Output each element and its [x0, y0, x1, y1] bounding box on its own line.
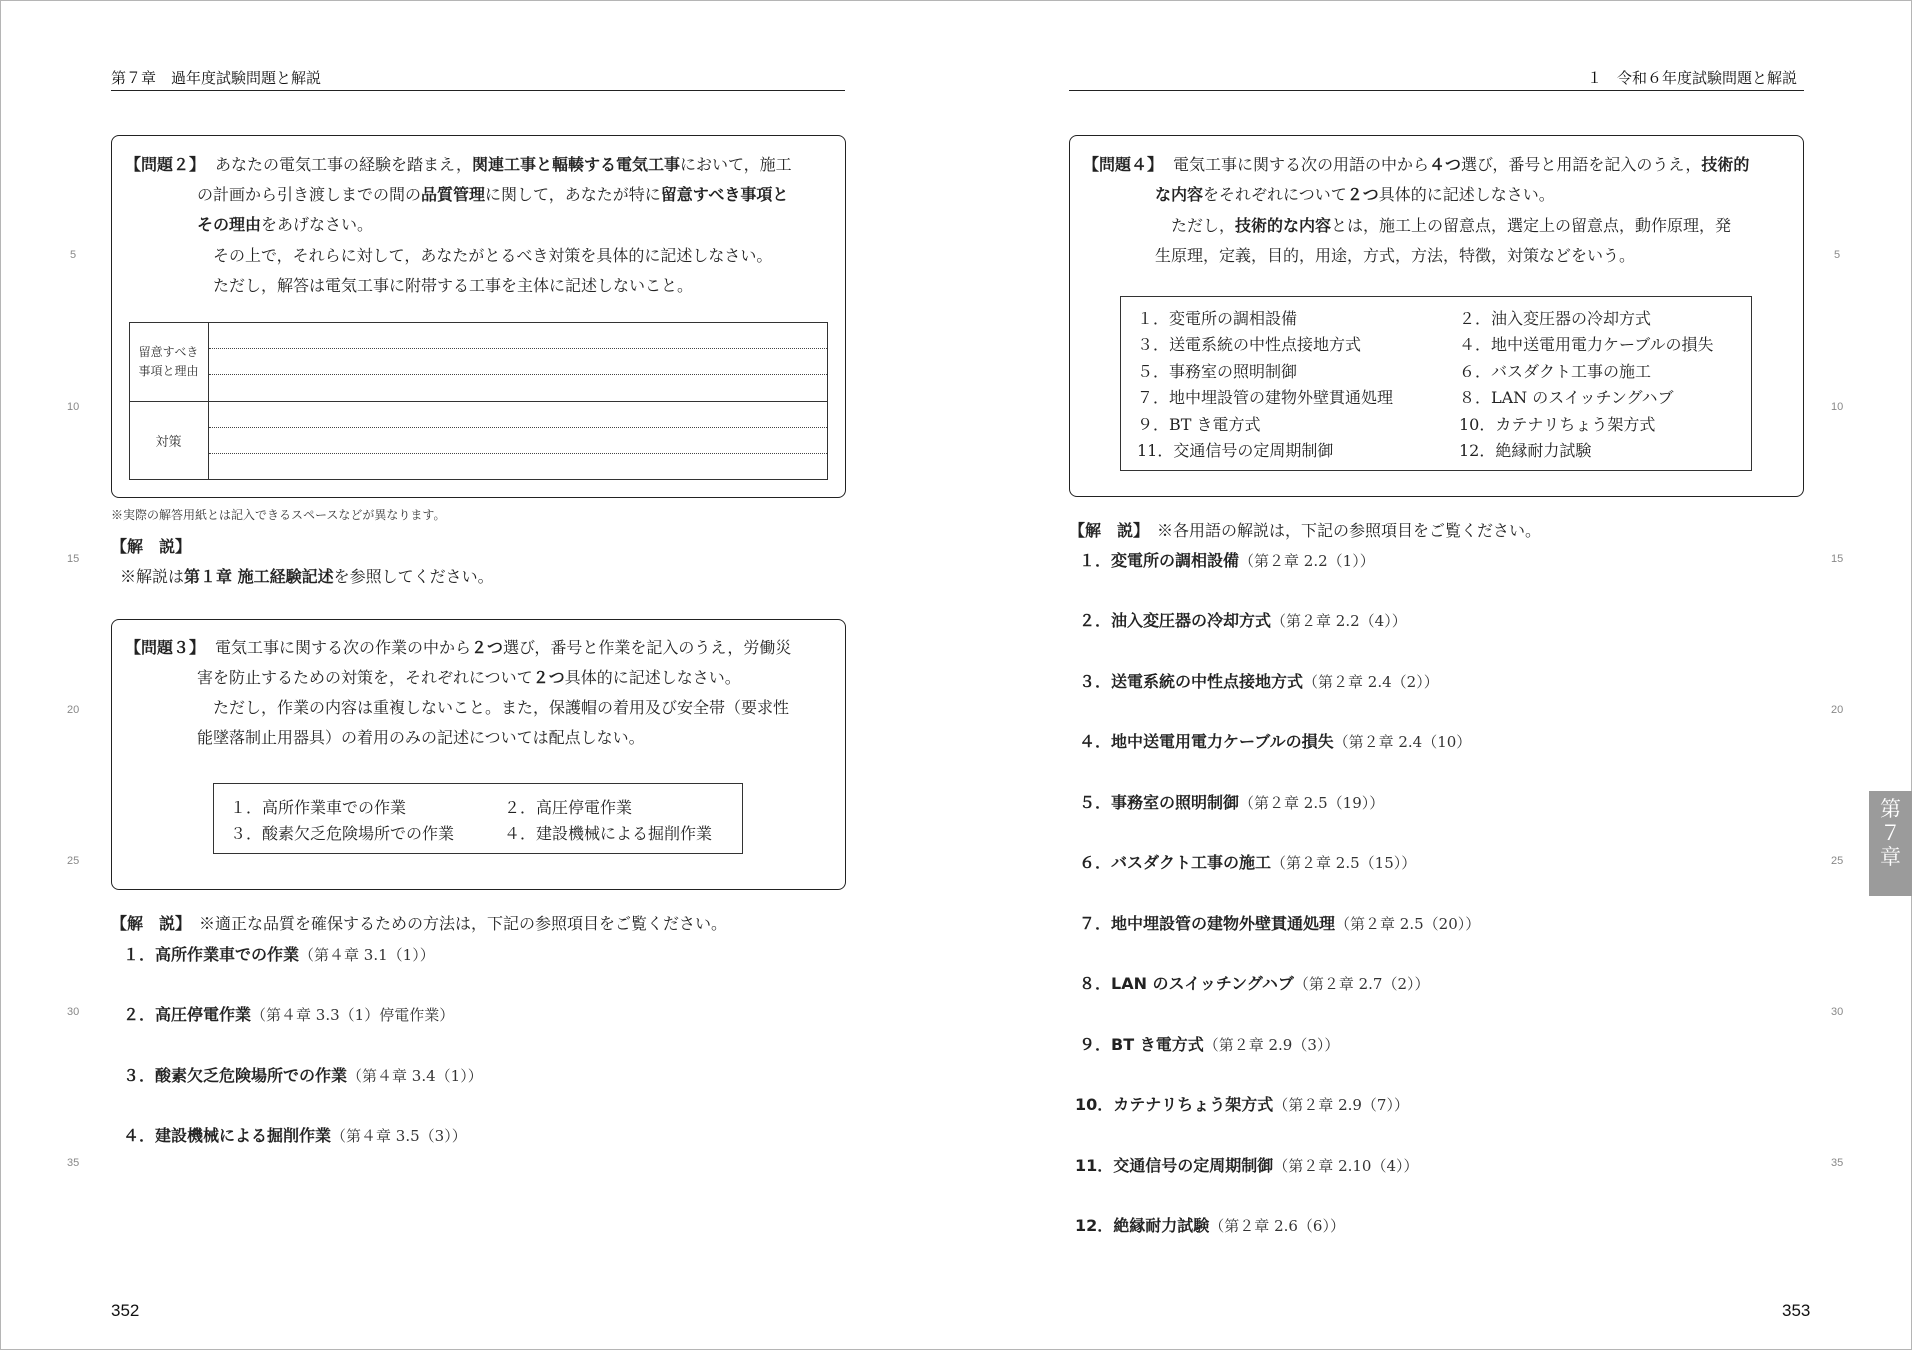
option-item: 12．絶縁耐力試験: [1459, 441, 1592, 460]
line-number: 5: [1834, 249, 1841, 261]
reference-item: ６．バスダクト工事の施工（第２章 2.5（15））: [1079, 853, 1417, 872]
reference-item: 11．交通信号の定周期制御（第２章 2.10（4））: [1075, 1156, 1419, 1175]
line-number: 15: [1831, 553, 1844, 565]
right-page-number: 353: [1782, 1301, 1811, 1320]
option-item: ７．地中埋設管の建物外壁貫通処理: [1137, 388, 1394, 407]
option-item: ４．建設機械による掘削作業: [504, 824, 713, 843]
explanation-2-line: 【解 説】 ※適正な品質を確保するための方法は，下記の参照項目をご覧ください。: [111, 914, 728, 933]
reference-item: ５．事務室の照明制御（第２章 2.5（19））: [1079, 793, 1385, 812]
question-2-line-3: その理由をあげなさい。: [197, 215, 374, 234]
option-item: 11．交通信号の定周期制御: [1137, 441, 1334, 460]
reference-item: 12．絶縁耐力試験（第２章 2.6（6））: [1075, 1216, 1345, 1235]
reference-item: １．変電所の調相設備（第２章 2.2（1））: [1079, 551, 1375, 570]
explanation-text: ※解説は第１章 施工経験記述を参照してください。: [120, 567, 494, 586]
line-number: 20: [67, 704, 80, 716]
line-number: 25: [67, 855, 80, 867]
answer-table-row-1-label: 留意すべき 事項と理由: [138, 345, 199, 378]
chapter-tab[interactable]: 第 ７ 章: [1869, 791, 1912, 896]
reference-item: ３．送電系統の中性点接地方式（第２章 2.4（2））: [1079, 672, 1439, 691]
question-2-line-1: 【問題２】 あなたの電気工事の経験を踏まえ，関連工事と輻輳する電気工事において，施工: [125, 155, 792, 174]
option-item: ６．バスダクト工事の施工: [1459, 362, 1652, 381]
line-number: 25: [1831, 855, 1844, 867]
option-item: ４．地中送電用電力ケーブルの損失: [1459, 335, 1714, 354]
line-number: 20: [1831, 704, 1844, 716]
question-4-line-4: 生原理，定義，目的，用途，方式，方法，特徴，対策などをいう。: [1155, 246, 1636, 265]
line-number: 10: [67, 401, 80, 413]
question-3-line-1: 【問題３】 電気工事に関する次の作業の中から２つ選び，番号と作業を記入のうえ，労働災: [125, 638, 792, 657]
answer-line[interactable]: [209, 427, 827, 428]
option-item: ３．送電系統の中性点接地方式: [1137, 335, 1362, 354]
question-4-line-2: な内容をそれぞれについて２つ具体的に記述しなさい。: [1155, 185, 1555, 204]
question-4-line-1: 【問題４】 電気工事に関する次の用語の中から４つ選び，番号と用語を記入のうえ，技術的: [1083, 155, 1750, 174]
right-header-rule: [1069, 90, 1804, 91]
reference-item: ７．地中埋設管の建物外壁貫通処理（第２章 2.5（20））: [1079, 914, 1481, 933]
reference-item: 10．カテナリちょう架方式（第２章 2.9（7））: [1075, 1095, 1409, 1114]
option-item: ５．事務室の照明制御: [1137, 362, 1298, 381]
explanation-line: 【解 説】 ※各用語の解説は，下記の参照項目をご覧ください。: [1069, 521, 1542, 540]
line-number: 5: [70, 249, 77, 261]
reference-item: ２．油入変圧器の冷却方式（第２章 2.2（4））: [1079, 611, 1407, 630]
question-4-line-3: ただし，技術的な内容とは，施工上の留意点，選定上の留意点，動作原理，発: [1171, 216, 1732, 235]
question-3-label: 【問題３】: [125, 638, 206, 657]
option-item: ２．高圧停電作業: [504, 798, 633, 817]
question-2-line-2: の計画から引き渡しまでの間の品質管理に関して，あなたが特に留意すべき事項と: [197, 185, 789, 204]
option-item: ３．酸素欠乏危険場所での作業: [230, 824, 455, 843]
line-number: 35: [67, 1157, 80, 1169]
answer-line[interactable]: [209, 374, 827, 375]
option-item: １．変電所の調相設備: [1137, 309, 1298, 328]
answer-sheet-note: ※実際の解答用紙とは記入できるスペースなどが異なります。: [111, 508, 446, 522]
answer-line[interactable]: [209, 453, 827, 454]
line-number: 15: [67, 553, 80, 565]
answer-table-row-2-label: 対策: [155, 435, 182, 450]
option-item: ９．BT き電方式: [1137, 415, 1261, 434]
option-item: ８．LAN のスイッチングハブ: [1459, 388, 1674, 407]
question-4-label: 【問題４】: [1083, 155, 1164, 174]
question-3-line-4: 能墜落制止用器具）の着用のみの記述については配点しない。: [197, 728, 645, 747]
reference-item: ４．地中送電用電力ケーブルの損失（第２章 2.4（10）: [1079, 732, 1472, 751]
right-running-header: １ 令和６年度試験問題と解説: [1587, 69, 1798, 87]
question-2-line-5: ただし，解答は電気工事に附帯する工事を主体に記述しないこと。: [213, 276, 694, 295]
left-running-header: 第７章 過年度試験問題と解説: [111, 69, 322, 87]
reference-item: ２．高圧停電作業（第４章 3.3（1）停電作業）: [123, 1005, 455, 1024]
reference-item: ３．酸素欠乏危険場所での作業（第４章 3.4（1））: [123, 1066, 483, 1085]
question-3-line-2: 害を防止するための対策を，それぞれについて２つ具体的に記述しなさい。: [197, 668, 741, 687]
left-header-rule: [111, 90, 845, 91]
answer-line[interactable]: [209, 348, 827, 349]
option-item: 10．カテナリちょう架方式: [1459, 415, 1656, 434]
explanation-label: 【解 説】: [111, 537, 192, 556]
question-2-line-4: その上で，それらに対して，あなたがとるべき対策を具体的に記述しなさい。: [213, 246, 773, 265]
line-number: 10: [1831, 401, 1844, 413]
reference-item: ４．建設機械による掘削作業（第４章 3.5（3））: [123, 1126, 467, 1145]
reference-item: ９．BT き電方式（第２章 2.9（3））: [1079, 1035, 1340, 1054]
left-page-number: 352: [111, 1301, 140, 1320]
reference-item: ８．LAN のスイッチングハブ（第２章 2.7（2））: [1079, 974, 1430, 993]
option-item: １．高所作業車での作業: [230, 798, 407, 817]
question-2-label: 【問題２】: [125, 155, 206, 174]
line-number: 35: [1831, 1157, 1844, 1169]
line-number: 30: [67, 1006, 80, 1018]
question-3-line-3: ただし，作業の内容は重複しないこと。また，保護帽の着用及び安全帯（要求性: [213, 698, 790, 717]
option-item: ２．油入変圧器の冷却方式: [1459, 309, 1652, 328]
explanation-2-label: 【解 説】: [111, 914, 192, 933]
reference-item: １．高所作業車での作業（第４章 3.1（1））: [123, 945, 435, 964]
explanation-label: 【解 説】: [1069, 521, 1150, 540]
answer-table-divider: [129, 401, 828, 402]
line-number: 30: [1831, 1006, 1844, 1018]
